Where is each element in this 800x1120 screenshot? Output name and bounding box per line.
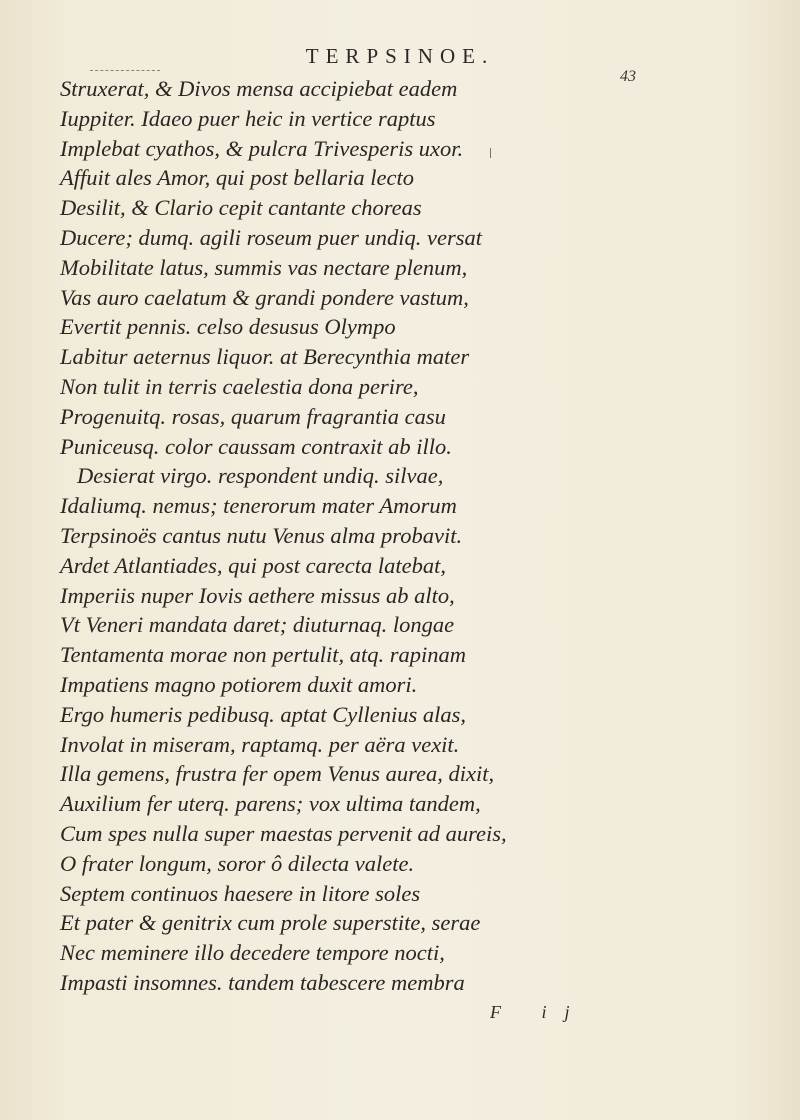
verse-line: Impasti insomnes. tandem tabescere membra xyxy=(60,969,465,995)
verse-line: Desierat virgo. respondent undiq. silvae, xyxy=(77,463,444,489)
verse-line: Implebat cyathos, & pulcra Trivesperis uxor. xyxy=(60,135,464,161)
verse-line: Vas auro caelatum & grandi pondere vastum, xyxy=(60,284,469,310)
verse-line: Impatiens magno potiorem duxit amori. xyxy=(60,671,418,697)
verse-line: O frater longum, soror ô dilecta valete. xyxy=(60,850,415,876)
verse-line: Affuit ales Amor, qui post bellaria lecto xyxy=(60,165,414,191)
verse-line: Tentamenta morae non pertulit, atq. rapinam xyxy=(60,642,467,668)
verse-line: Non tulit in terris caelestia dona perire, xyxy=(60,373,419,399)
verse-line: Puniceusq. color caussam contraxit ab illo. xyxy=(60,433,452,459)
verse-line: Evertit pennis. celso desusus Olympo xyxy=(60,314,396,340)
verse-line: Iuppiter. Idaeo puer heic in vertice raptus xyxy=(60,105,436,131)
verse-line: Desilit, & Clario cepit cantante choreas xyxy=(60,195,422,221)
verse-line: Labitur aeternus liquor. at Berecynthia mater xyxy=(60,344,470,370)
verse-line: Et pater & genitrix cum prole superstite, serae xyxy=(60,910,481,936)
verse-line: Nec meminere illo decedere tempore nocti, xyxy=(60,940,445,966)
verse-line: Imperiis nuper Iovis aethere missus ab alto, xyxy=(60,582,455,608)
verse-line: Septem continuos haesere in litore soles xyxy=(60,880,421,906)
verse-line: Cum spes nulla super maestas pervenit ad aureis, xyxy=(60,820,507,846)
poem-text xyxy=(60,74,620,998)
verse-line: Ergo humeris pedibusq. aptat Cyllenius alas, xyxy=(60,701,467,727)
verse-line: Terpsinoës cantus nutu Venus alma probavit. xyxy=(60,522,463,548)
signature-mark: F ij xyxy=(490,1002,588,1022)
verse-line: Idaliumq. nemus; tenerorum mater Amorum xyxy=(60,493,457,519)
page-number: 43 xyxy=(620,68,636,85)
header-rule xyxy=(90,70,160,71)
verse-line: Mobilitate latus, summis vas nectare plenum, xyxy=(60,254,468,280)
verse-line: Vt Veneri mandata daret; diuturnaq. longae xyxy=(60,612,455,638)
verse-line: Involat in miseram, raptamq. per aëra vexit. xyxy=(60,731,460,757)
verse-line: Ducere; dumq. agili roseum puer undiq. versat xyxy=(60,224,483,250)
verse-line: Illa gemens, frustra fer opem Venus aurea, dixit, xyxy=(60,761,495,787)
verse-line: Ardet Atlantiades, qui post carecta latebat, xyxy=(60,552,446,578)
verse-line: Auxilium fer uterq. parens; vox ultima tandem, xyxy=(60,791,481,817)
verse-line: Struxerat, & Divos mensa accipiebat eadem xyxy=(60,76,458,101)
verse-line: Progenuitq. rosas, quarum fragrantia casu xyxy=(60,403,446,429)
running-title: TERPSINOE. xyxy=(305,44,495,68)
